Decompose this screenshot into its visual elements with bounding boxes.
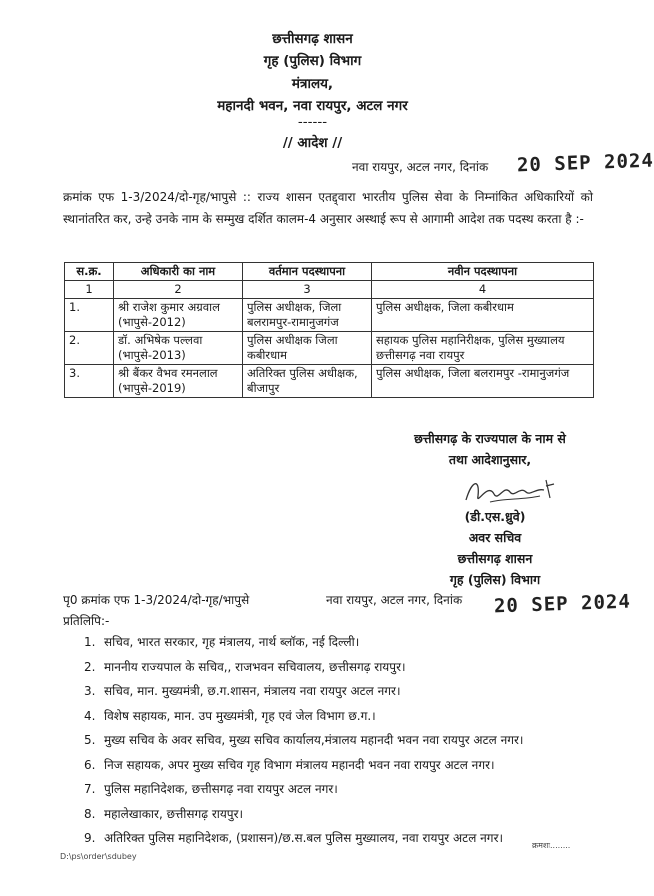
col-number: 4	[372, 281, 594, 299]
list-item: 2. माननीय राज्यपाल के सचिव,, राजभवन सचिवालय, छत्तीसगढ़ रायपुर।	[84, 659, 406, 674]
header-divider: ------	[297, 114, 328, 130]
col-serial: स.क्र.	[65, 263, 114, 281]
date-stamp: 20 SEP 2024	[516, 149, 654, 177]
table-number-row	[65, 281, 594, 299]
endorsement-date: नवा रायपुर, अटल नगर, दिनांक	[326, 593, 463, 607]
authority-line-2: तथा आदेशानुसार,	[448, 452, 532, 467]
list-item: 8. महालेखाकार, छत्तीसगढ़ रायपुर।	[84, 806, 244, 821]
list-item: 4. विशेष सहायक, मान. उप मुख्यमंत्री, गृह एवं जेल विभाग छ.ग.।	[84, 708, 376, 723]
table-row	[65, 365, 594, 398]
cell-serial: 2.	[65, 332, 114, 365]
cell-new: पुलिस अधीक्षक, जिला बलरामपुर -रामानुजगंज	[372, 365, 594, 398]
cell-current: पुलिस अधीक्षक, जिला बलरामपुर-रामानुजगंज	[243, 299, 372, 332]
table-row	[65, 299, 594, 332]
table-row	[65, 332, 594, 365]
ministry-label: मंत्रालय,	[291, 76, 334, 92]
list-item: 6. निज सहायक, अपर मुख्य सचिव गृह विभाग मंत्रालय महानदी भवन नवा रायपुर अटल नगर।	[84, 757, 495, 772]
cell-serial: 3.	[65, 365, 114, 398]
authority-line-1: छत्तीसगढ़ के राज्यपाल के नाम से	[414, 431, 566, 446]
list-item: 7. पुलिस महानिदेशक, छत्तीसगढ़ नवा रायपुर अटल नगर।	[84, 782, 338, 796]
file-path: D:\ps\order\sdubey	[60, 852, 137, 861]
copy-label: प्रतिलिपि:-	[63, 614, 110, 628]
department-name: गृह (पुलिस) विभाग	[263, 53, 362, 69]
signature-scribble-icon	[460, 472, 560, 512]
endorsement-ref: पृ0 क्रमांक एफ 1-3/2024/दो-गृह/भापुसे	[63, 593, 250, 607]
govt-name: छत्तीसगढ़ शासन	[272, 31, 353, 47]
signatory-name: (डी.एस.ध्रुवे)	[464, 509, 526, 524]
cell-serial: 1.	[65, 299, 114, 332]
col-number: 3	[243, 281, 372, 299]
cell-current: अतिरिक्त पुलिस अधीक्षक, बीजापुर	[243, 365, 372, 398]
col-number: 2	[114, 281, 243, 299]
copy-list	[84, 631, 523, 852]
list-item: 5. मुख्य सचिव के अवर सचिव, मुख्य सचिव कार्यालय,मंत्रालय महानदी भवन नवा रायपुर अटल नगर।	[84, 733, 524, 747]
cell-officer: श्री राजेश कुमार अग्रवाल (भापुसे-2012)	[114, 299, 243, 332]
cell-current: पुलिस अधीक्षक जिला कबीरधाम	[243, 332, 372, 365]
signatory-designation: अवर सचिव	[468, 530, 522, 545]
col-current-posting: वर्तमान पदस्थापना	[243, 263, 372, 281]
list-item: 1. सचिव, भारत सरकार, गृह मंत्रालय, नार्थ ब्लॉक, नई दिल्ली।	[84, 635, 360, 649]
signatory-department: गृह (पुलिस) विभाग	[449, 572, 541, 587]
cell-new: पुलिस अधीक्षक, जिला कबीरधाम	[372, 299, 594, 332]
dateline-text: नवा रायपुर, अटल नगर, दिनांक	[352, 160, 489, 174]
list-item: 3. सचिव, मान. मुख्यमंत्री, छ.ग.शासन, मंत्रालय नवा रायपुर अटल नगर।	[84, 684, 401, 698]
order-paragraph: क्रमांक एफ 1-3/2024/दो-गृह/भापुसे :: राज्य शासन एतद्द्वारा भारतीय पुलिस सेवा के निम्नांकित अधिकारियों को स्थानांतरित कर, उन्हे उनके नाम के सम्मुख दर्शित कालम-4 अनुसार अस्थाई रूप से आगामी आदेश तक पदस्थ करता है :-	[63, 190, 593, 226]
col-officer-name: अधिकारी का नाम	[114, 263, 243, 281]
address-line: महानदी भवन, नवा रायपुर, अटल नगर	[217, 98, 408, 114]
col-number: 1	[65, 281, 114, 299]
signatory-org: छत्तीसगढ़ शासन	[457, 551, 533, 566]
continued-note: क्रमशः........	[532, 841, 571, 850]
cell-new: सहायक पुलिस महानिरीक्षक, पुलिस मुख्यालय छत्तीसगढ़ नवा रायपुर	[372, 332, 594, 365]
endorsement-stamp: 20 SEP 2024	[493, 590, 632, 618]
col-new-posting: नवीन पदस्थापना	[372, 263, 594, 281]
order-title: // आदेश //	[282, 135, 343, 151]
table-header-row	[65, 263, 594, 281]
cell-officer: श्री बैंकर वैभव रमनलाल (भापुसे-2019)	[114, 365, 243, 398]
transfer-table	[64, 262, 594, 398]
cell-officer: डॉ. अभिषेक पल्लवा (भापुसे-2013)	[114, 332, 243, 365]
list-item: 9. अतिरिक्त पुलिस महानिदेशक, (प्रशासन)/छ.स.बल पुलिस मुख्यालय, नवा रायपुर अटल नगर।	[84, 831, 504, 845]
